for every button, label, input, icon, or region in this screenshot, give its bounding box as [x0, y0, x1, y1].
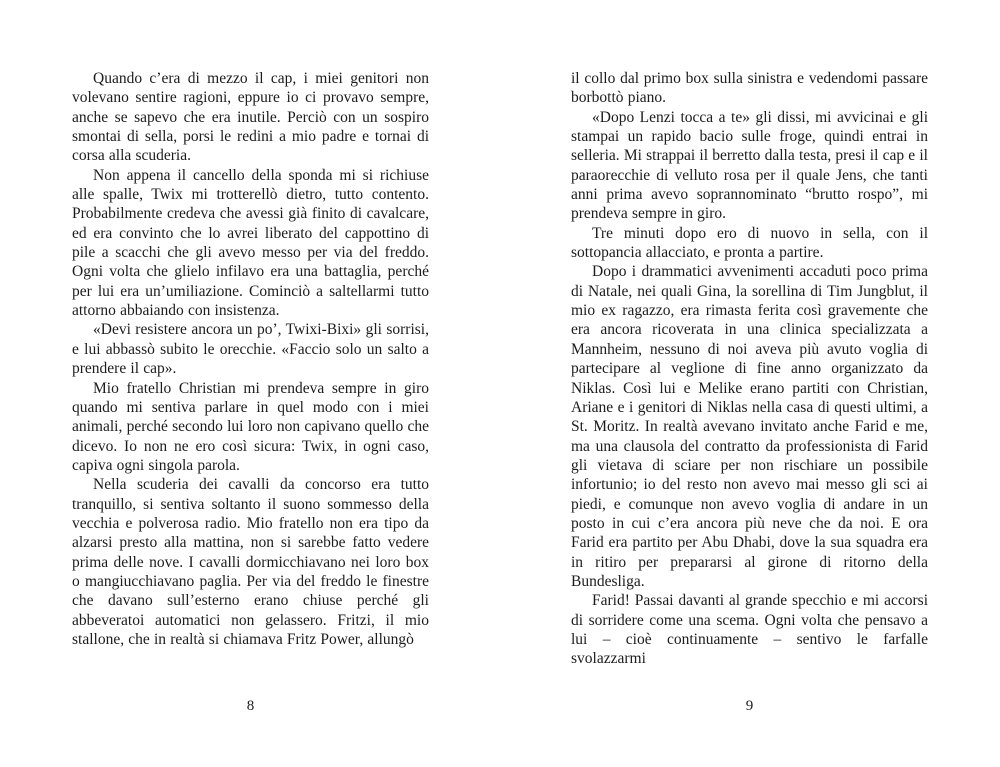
paragraph: Dopo i drammatici avvenimenti accaduti poco prima di Natale, nei quali Gina, la sorellina di Tim Jungblut, il mio ex ragazzo, era rimasta ferita così gravemente che era ancora ricoverata in una clinica specializzata a Mannheim, nessuno di noi aveva più avuto voglia di partecipare al veglione di fine anno organizzato da Niklas. Così lui e Melike erano partiti con Christian, Ariane e i genitori di Niklas nella casa di questi ultimi, a St. Moritz. In realtà avevano invitato anche Farid e me, ma una clausola del contratto da professionista di Farid gli vietava di sciare per non rischiare un possibile infortunio; io del resto non avevo mai messo gli sci ai piedi, e comunque non avevo voglia di andare in un posto in cui c’era ancora più neve che da noi. E ora Farid era partito per Abu Dhabi, dove la sua squadra era in ritiro per prepararsi al girone di ritorno della Bundesliga.	[571, 263, 928, 590]
paragraph: Farid! Passai davanti al grande specchio e mi accorsi di sorridere come una scema. Ogni volta che pensavo a lui – cioè continuamente – sentivo le farfalle svolazzarmi	[571, 592, 928, 668]
page-number-right: 9	[745, 698, 754, 714]
paragraph: «Devi resistere ancora un po’, Twixi-Bixi» gli sorrisi, e lui abbassò subito le orecchie. «Faccio solo un salto a prendere il cap».	[72, 321, 429, 378]
page-left	[72, 69, 429, 759]
paragraph: Non appena il cancello della sponda mi si richiuse alle spalle, Twix mi trotterellò dietro, tutto contento. Probabilmente credeva che avessi già finito di cavalcare, ed era convinto che lo avrei liberato del cappottino di pile a scacchi che gli avevo messo per via del freddo. Ogni volta che glielo infilavo era una battaglia, perché per lui era un’umiliazione. Cominciò a saltellarmi tutto attorno abbaiando con insistenza.	[72, 166, 429, 320]
page-right	[571, 69, 928, 759]
paragraph: Mio fratello Christian mi prendeva sempre in giro quando mi sentiva parlare in quel modo con i miei animali, perché secondo lui loro non capivano quello che dicevo. Io non ne ero così sicura: Twix, in ogni caso, capiva ogni singola parola.	[72, 379, 429, 474]
paragraph: Nella scuderia dei cavalli da concorso era tutto tranquillo, si sentiva soltanto il suono sommesso della vecchia e polverosa radio. Mio fratello non era tipo da alzarsi presto alla mattina, non si sarebbe fatto vedere prima delle nove. I cavalli dormicchiavano nei loro box o mangiucchiavano paglia. Per via del freddo le finestre che davano sull’esterno erano chiuse perché gli abbeveratoi automatici non gelassero. Fritzi, il mio stallone, che in realtà si chiamava Fritz Power, allungò	[72, 476, 429, 648]
page-body-left	[72, 69, 429, 649]
page-body-right	[571, 69, 928, 669]
paragraph: «Dopo Lenzi tocca a te» gli dissi, mi avvicinai e gli stampai un rapido bacio sulle froge, quindi entrai in selleria. Mi strappai il berretto dalla testa, presi il cap e il paraorecchie di velluto rosa per il quale Jens, che tanti anni prima avevo soprannominato “brutto rospo”, mi prendeva sempre in giro.	[571, 108, 928, 223]
paragraph: il collo dal primo box sulla sinistra e vedendomi passare borbottò piano.	[571, 70, 928, 107]
paragraph: Quando c’era di mezzo il cap, i miei genitori non volevano sentire ragioni, eppure io ci provavo sempre, anche se sapevo che era inutile. Perciò con un sospiro smontai di sella, porsi le redini a mio padre e tornai di corsa alla scuderia.	[72, 70, 429, 165]
paragraph: Tre minuti dopo ero di nuovo in sella, con il sottopancia allacciato, e pronta a partire.	[571, 224, 928, 262]
page-number-left: 8	[246, 698, 255, 714]
